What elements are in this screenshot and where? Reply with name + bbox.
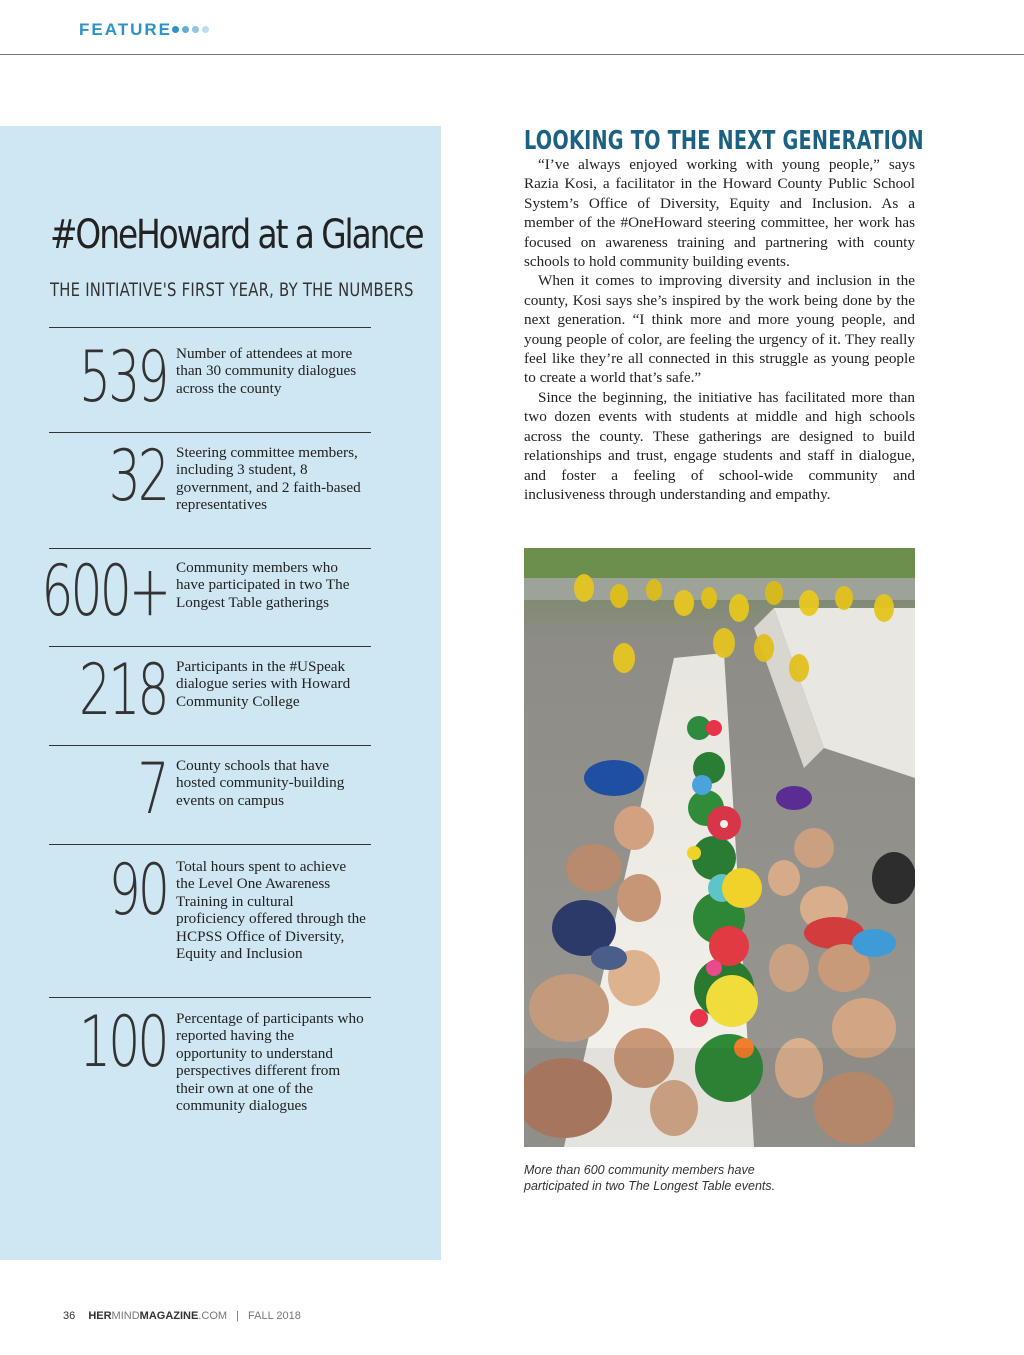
longest-table-photo — [524, 548, 915, 1147]
sidebar-subtitle: THE INITIATIVE'S FIRST YEAR, BY THE NUMBERS — [50, 279, 414, 301]
article-paragraph: Since the beginning, the initiative has facilitated more than two dozen events with students at middle and high schools across the county. These gatherings are designed to build relationships and trust, engage students and staff in dialogue, and foster a feeling of school-wide community and inclusiveness through understanding and empathy. — [524, 388, 915, 503]
stat-number: 90 — [108, 849, 167, 931]
dot-1 — [172, 26, 179, 33]
stat-description: County schools that have hosted community-building events on campus — [176, 757, 345, 809]
stat-divider — [49, 844, 371, 845]
footer-separator: | — [236, 1310, 239, 1322]
stat-divider — [49, 997, 371, 998]
sidebar-title: #OneHoward at a Glance — [50, 212, 423, 258]
stat-number: 539 — [79, 336, 167, 418]
stat-divider — [49, 548, 371, 549]
section-label: FEATURE — [79, 20, 173, 39]
page-header — [0, 0, 1024, 55]
stat-number: 218 — [79, 649, 167, 731]
brand-her: HER — [88, 1310, 112, 1322]
stat-divider — [49, 327, 371, 328]
photo-illustration — [524, 548, 915, 1147]
stat-number: 100 — [79, 1001, 167, 1083]
stat-number: 7 — [137, 748, 167, 830]
stat-number: 600+ — [41, 550, 168, 632]
stat-divider — [49, 432, 371, 433]
stat-description: Total hours spent to achieve the Level One Awareness Training in cultural proficiency offered through the HCPSS Office of Diversity, Equity and Inclusion — [176, 858, 366, 963]
stat-description: Number of attendees at more than 30 community dialogues across the county — [176, 345, 357, 397]
article-heading: LOOKING TO THE NEXT GENERATION — [524, 126, 924, 156]
stat-description: Percentage of participants who reported having the opportunity to understand perspectives different from their own at one of the community dialogues — [176, 1010, 364, 1115]
stat-description: Steering committee members, including 3 student, 8 government, and 2 faith-based representatives — [176, 444, 361, 514]
page-number: 36 — [63, 1310, 76, 1322]
stat-description: Community members who have participated in two The Longest Table gatherings — [176, 559, 350, 611]
issue-date: FALL 2018 — [248, 1310, 301, 1322]
dot-4 — [202, 26, 209, 33]
brand-mind: MIND — [111, 1310, 140, 1322]
dot-3 — [192, 26, 199, 33]
article-paragraph: When it comes to improving diversity and inclusion in the county, Kosi says she’s inspired by the work being done by the next generation. “I think more and more young people, and young people of color, are feeling the urgency of it. They really feel like they’re all connected in this struggle as young people to create a world that’s safe.” — [524, 272, 915, 387]
dot-2 — [182, 26, 189, 33]
stat-number: 32 — [108, 435, 167, 517]
article-body — [524, 155, 915, 504]
brand-com: .COM — [198, 1310, 228, 1322]
stat-divider — [49, 745, 371, 746]
brand-magazine: MAGAZINE — [139, 1310, 199, 1322]
article-paragraph: “I’ve always enjoyed working with young people,” says Razia Kosi, a facilitator in the Howard County Public School System’s Office of Diversity, Equity and Inclusion. As a member of the #OneHoward steering committee, her work has focused on awareness training and partnering with county schools to hold community building events. — [524, 156, 915, 271]
page-footer — [63, 1310, 301, 1322]
stat-divider — [49, 646, 371, 647]
stat-description: Participants in the #USpeak dialogue series with Howard Community College — [176, 658, 351, 710]
photo-caption: More than 600 community members have participated in two The Longest Table events. — [524, 1163, 776, 1193]
section-dots — [172, 26, 209, 33]
